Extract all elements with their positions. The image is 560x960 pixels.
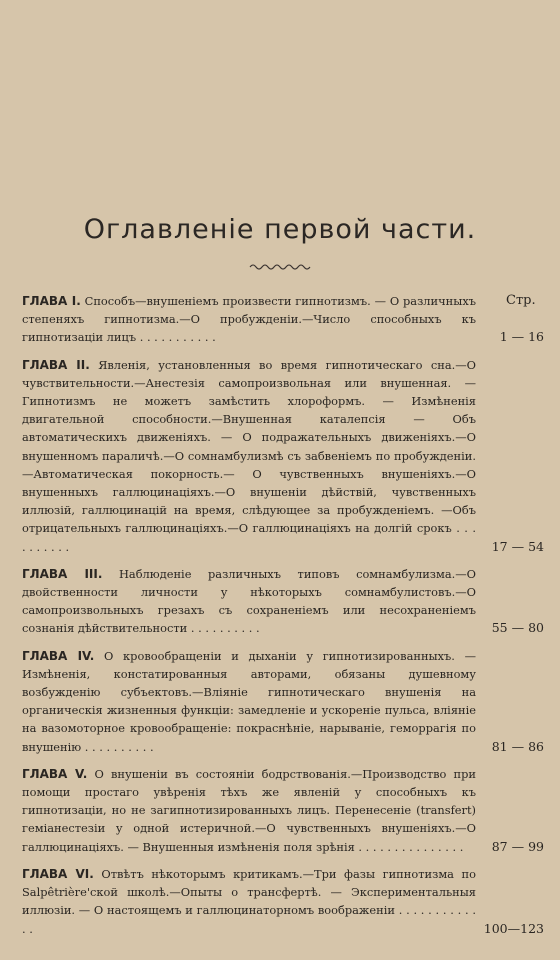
page-title: Оглавленіе первой части. <box>83 214 477 245</box>
page-range: 100—123 <box>483 920 544 936</box>
chapter-summary: О внушеніи въ состояніи бодрствованія.—Производство при помощи простаго увѣренія тѣхъ же явленій у способныхъ къ гипнотизаціи, но не загипнотизированныхъ лицъ. Перенесеніе (transfert) геміанестезіи у одной истеричной.—О чувственныхъ внушеніяхъ.—О галлюцинаціяхъ. — Внушенныя измѣненія поля зрѣнія . . . . . . . . . . . . . . . <box>22 766 476 854</box>
chapter-summary: Наблюденіе различныхъ типовъ сомнамбулизма.—О двойственности личности у нѣкоторыхъ сомнамбулистовъ.—О самопроизвольныхъ грезахъ съ сохраненіемъ или несохраненіемъ сознанія дѣйствительности . . . . . . . . . . <box>22 566 477 636</box>
table-of-contents <box>22 292 550 947</box>
chapter-number: ГЛАВА I. <box>22 294 81 308</box>
chapter-summary: Отвѣтъ нѣкоторымъ критикамъ.—Три фазы гипнотизма по Salpêtrière'ской школѣ.—Опыты о трансфертѣ. — Экспериментальныя иллюзіи. — О настоящемъ и галлюцинаторномъ воображеніи . . . . . . . . . . . . . <box>22 866 476 936</box>
ornament-divider <box>248 262 312 272</box>
page-range: 87 — 99 <box>491 838 544 854</box>
toc-entry-chapter-2 <box>22 356 550 556</box>
page-range: 55 — 80 <box>491 620 544 636</box>
chapter-summary: Способъ—внушеніемъ произвести гипнотизмъ. — О различныхъ степеняхъ гипнотизма.—О пробужденіи.—Число способныхъ къ гипнотизаціи лицъ . . . . . . . . . . . <box>22 294 476 345</box>
chapter-number: ГЛАВА VI. <box>22 866 94 881</box>
toc-entry-chapter-6 <box>22 865 550 938</box>
chapter-number: ГЛАВА III. <box>22 566 103 581</box>
page-range: 17 — 54 <box>491 538 544 554</box>
toc-entry-chapter-1 <box>22 292 550 347</box>
chapter-number: ГЛАВА II. <box>22 357 90 372</box>
toc-entry-chapter-3 <box>22 565 550 638</box>
page-range: 81 — 86 <box>491 738 544 754</box>
toc-entry-chapter-5 <box>22 765 550 856</box>
page-column-label: Стр. <box>506 293 536 308</box>
chapter-number: ГЛАВА V. <box>22 766 88 781</box>
page-range: 1 — 16 <box>499 329 544 345</box>
toc-entry-chapter-4 <box>22 647 550 756</box>
chapter-summary: О кровообращеніи и дыханіи у гипнотизированныхъ. — Измѣненія, констатированныя авторами, обязаны душевному возбужденію субъектовъ.—Вліяніе гипнотическаго внушенія на органическія жизненныя функціи: замедленіе и ускореніе пульса, вліяніе на вазомоторное кровообращеніе: покраснѣніе, нарываніе, геморрагія по внушенію . . . . . . . . . . <box>22 648 476 754</box>
chapter-summary: Явленія, установленныя во время гипнотическаго сна.—О чувствительности.—Анестезія самопроизвольная или внушенная. — Гипнотизмъ не можетъ замѣстить хлороформъ. — Измѣненія двигательной способности.—Внушенная каталепсія — Объ автоматическихъ движеніяхъ. — О подражательныхъ движеніяхъ.—О внушенномъ параличѣ.—О сомнамбулизмѣ съ забвеніемъ по пробужденіи.—Автоматическая покорность.— О чувственныхъ внушеніяхъ.—О внушенныхъ галлюцинаціяхъ.—О внушеніи дѣйствій, чувственныхъ иллюзій, галлюцинацій на время, слѣдующее за пробужденіемъ. —Объ отрицательныхъ галлюцинаціяхъ.—О галлюцинаціяхъ на долгій срокъ . . . . . . . . . . <box>22 357 476 554</box>
chapter-number: ГЛАВА IV. <box>22 648 95 663</box>
